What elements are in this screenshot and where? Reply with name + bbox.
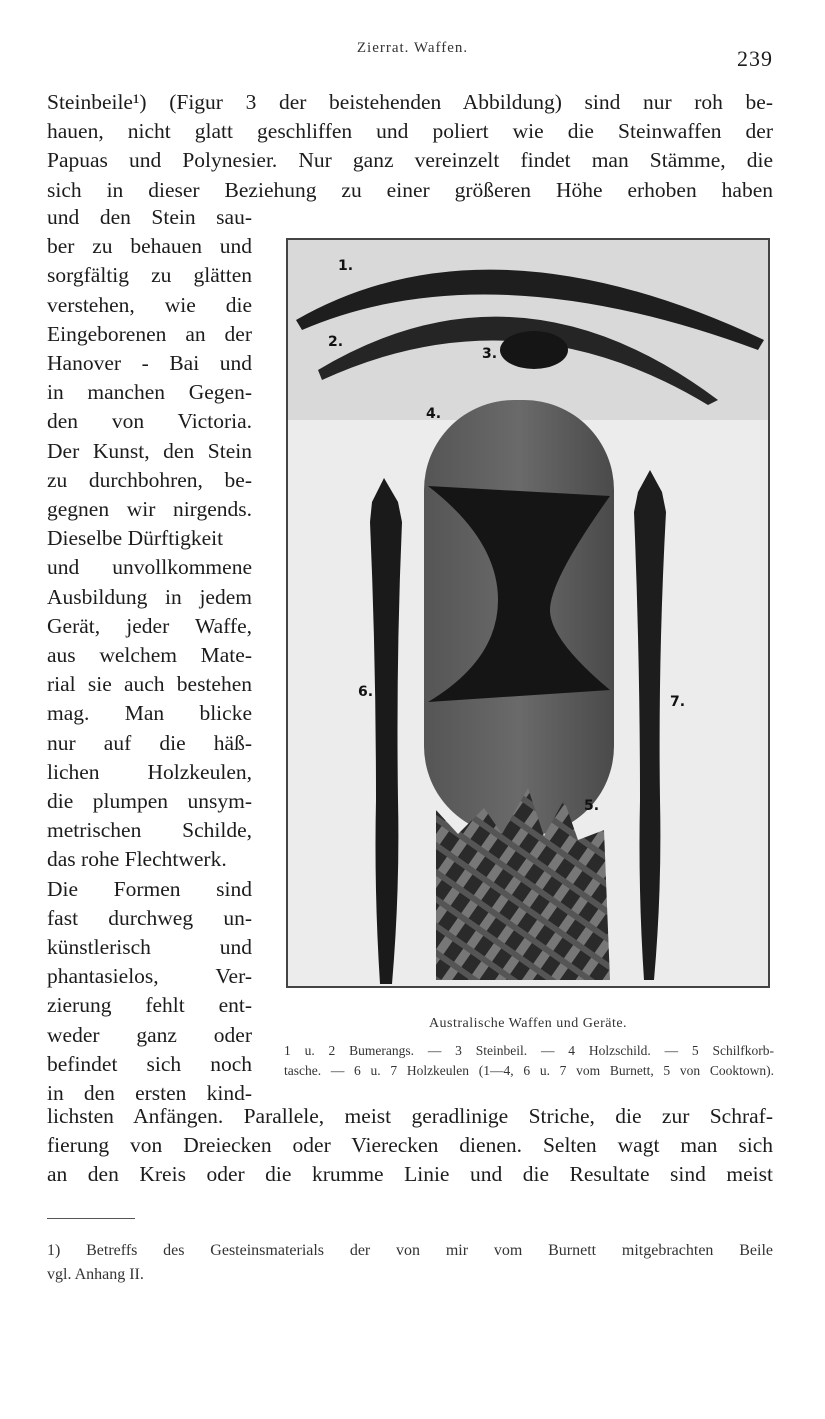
figure-label-7: 7.: [670, 694, 686, 710]
text-line: ber zu behauen und: [47, 234, 252, 259]
text-line: und unvollkommene: [47, 555, 252, 580]
figure-label-3: 3.: [482, 346, 498, 362]
text-line: den von Victoria.: [47, 409, 252, 434]
text-line: Die Formen sind: [47, 876, 252, 901]
text-line: metrischen Schilde,: [47, 818, 252, 843]
figure-weapons-photo: [286, 238, 770, 988]
text-line: Ausbildung in jedem: [47, 584, 252, 609]
text-line: und den Stein sau-: [47, 205, 252, 229]
figure-label-2: 2.: [328, 334, 344, 350]
text-line: Der Kunst, den Stein: [47, 438, 252, 463]
figure-caption-line: 1 u. 2 Bumerangs. — 3 Steinbeil. — 4 Holzschild. — 5 Schilfkorb-: [284, 1043, 774, 1058]
text-line: Papuas und Polynesier. Nur ganz vereinzelt findet man Stämme, die: [47, 148, 773, 173]
text-line: in manchen Gegen-: [47, 380, 252, 405]
figure-caption-title: Australische Waffen und Geräte.: [428, 1016, 628, 1031]
text-line: weder ganz oder: [47, 1022, 252, 1047]
text-line: zierung fehlt ent-: [47, 993, 252, 1018]
figure-label-6: 6.: [358, 684, 374, 700]
text-line: Gerät, jeder Waffe,: [47, 613, 252, 638]
text-line: Dieselbe Dürftigkeit: [47, 526, 224, 551]
text-line: lichsten Anfängen. Parallele, meist geradlinige Striche, die zur Schraf-: [47, 1104, 773, 1128]
text-line: das rohe Flechtwerk.: [47, 847, 227, 872]
text-line: hauen, nicht glatt geschliffen und poliert wie die Steinwaffen der: [47, 119, 773, 144]
text-line: befindet sich noch: [47, 1051, 252, 1076]
text-line: künstlerisch und: [47, 935, 252, 959]
running-head: Zierrat. Waffen.: [356, 40, 469, 56]
text-line: Steinbeile¹) (Figur 3 der beistehenden Abbildung) sind nur roh be-: [47, 90, 773, 114]
footnote-line: vgl. Anhang II.: [47, 1266, 144, 1283]
text-line: zu durchbohren, be-: [47, 467, 252, 492]
text-line: nur auf die häß-: [47, 730, 252, 755]
text-line: Hanover - Bai und: [47, 351, 252, 375]
text-line: gegnen wir nirgends.: [47, 497, 252, 521]
text-line: lichen Holzkeulen,: [47, 759, 252, 784]
figure-caption-line: tasche. — 6 u. 7 Holzkeulen (1—4, 6 u. 7 vom Burnett, 5 von Cooktown).: [284, 1063, 774, 1078]
text-line: aus welchem Mate-: [47, 643, 252, 667]
figure-label-4: 4.: [426, 406, 442, 422]
stone-axe-shape: [500, 331, 568, 369]
text-line: Eingeborenen an der: [47, 321, 252, 346]
page-number: 239: [737, 46, 773, 71]
footnote-rule: [47, 1218, 135, 1219]
text-line: fast durchweg un-: [47, 905, 252, 930]
figure-label-5: 5.: [584, 798, 600, 814]
text-line: rial sie auch bestehen: [47, 672, 252, 697]
text-line: die plumpen unsym-: [47, 789, 252, 813]
text-line: fierung von Dreiecken oder Vierecken dienen. Selten wagt man sich: [47, 1133, 773, 1158]
text-line: mag. Man blicke: [47, 701, 252, 726]
text-line: an den Kreis oder die krumme Linie und die Resultate sind meist: [47, 1162, 773, 1187]
text-line: sich in dieser Beziehung zu einer größeren Höhe erhoben haben: [47, 177, 773, 202]
text-line: sorgfältig zu glätten: [47, 263, 252, 288]
footnote-line: 1) Betreffs des Gesteinsmaterials der von mir vom Burnett mitgebrachten Beile: [47, 1242, 773, 1259]
text-line: in den ersten kind-: [47, 1081, 252, 1105]
text-line: verstehen, wie die: [47, 292, 252, 317]
figure-label-1: 1.: [338, 258, 354, 274]
text-line: phantasielos, Ver-: [47, 964, 252, 989]
